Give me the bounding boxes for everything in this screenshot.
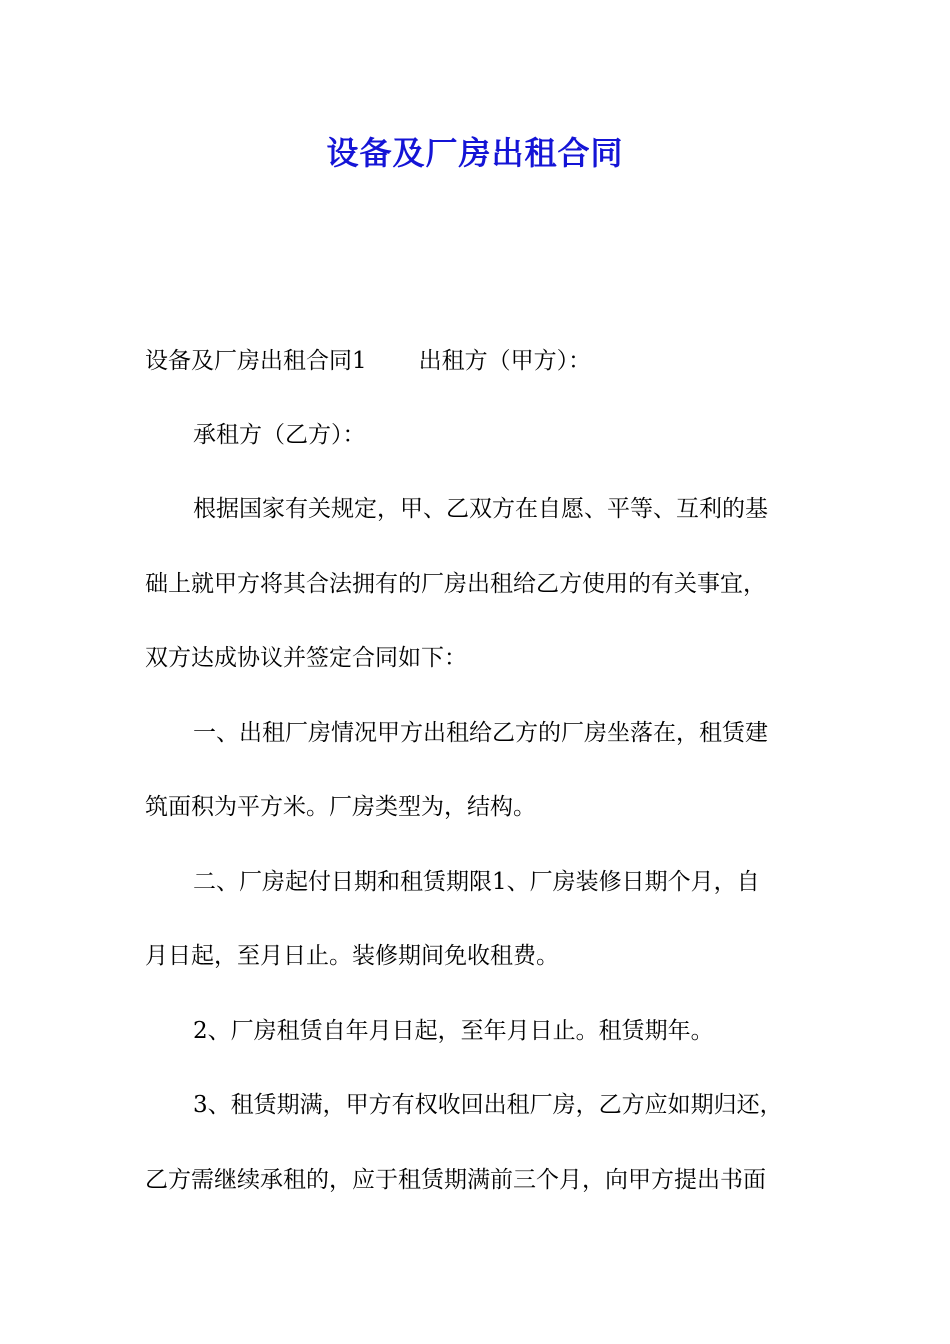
paragraph-line: 根据国家有关规定，甲、乙双方在自愿、平等、互利的基 — [193, 496, 768, 522]
paragraph-line: 础上就甲方将其合法拥有的厂房出租给乙方使用的有关事宜， — [145, 571, 766, 597]
paragraph-line: 一、出租厂房情况甲方出租给乙方的厂房坐落在，租赁建 — [193, 720, 768, 746]
paragraph-line: 月日起，至月日止。装修期间免收租费。 — [145, 943, 559, 969]
paragraph-line: 乙方需继续承租的，应于租赁期满前三个月，向甲方提出书面 — [145, 1167, 766, 1193]
lessee-label: 承租方（乙方）： — [193, 422, 366, 448]
paragraph-line: 二、厂房起付日期和租赁期限1、厂房装修日期个月，自 — [193, 869, 760, 895]
paragraph-line: 筑面积为平方米。厂房类型为，结构。 — [145, 794, 536, 820]
paragraph-line: 2、厂房租赁自年月日起，至年月日止。租赁期年。 — [193, 1018, 714, 1044]
document-title: 设备及厂房出租合同 — [326, 134, 624, 172]
lessor-label: 出租方（甲方）： — [418, 348, 592, 374]
contract-heading: 设备及厂房出租合同1 — [145, 348, 367, 374]
paragraph-line: 3、租赁期满，甲方有权收回出租厂房，乙方应如期归还， — [193, 1092, 783, 1118]
paragraph-line: 双方达成协议并签定合同如下： — [145, 645, 467, 671]
paragraph-line — [145, 341, 810, 381]
